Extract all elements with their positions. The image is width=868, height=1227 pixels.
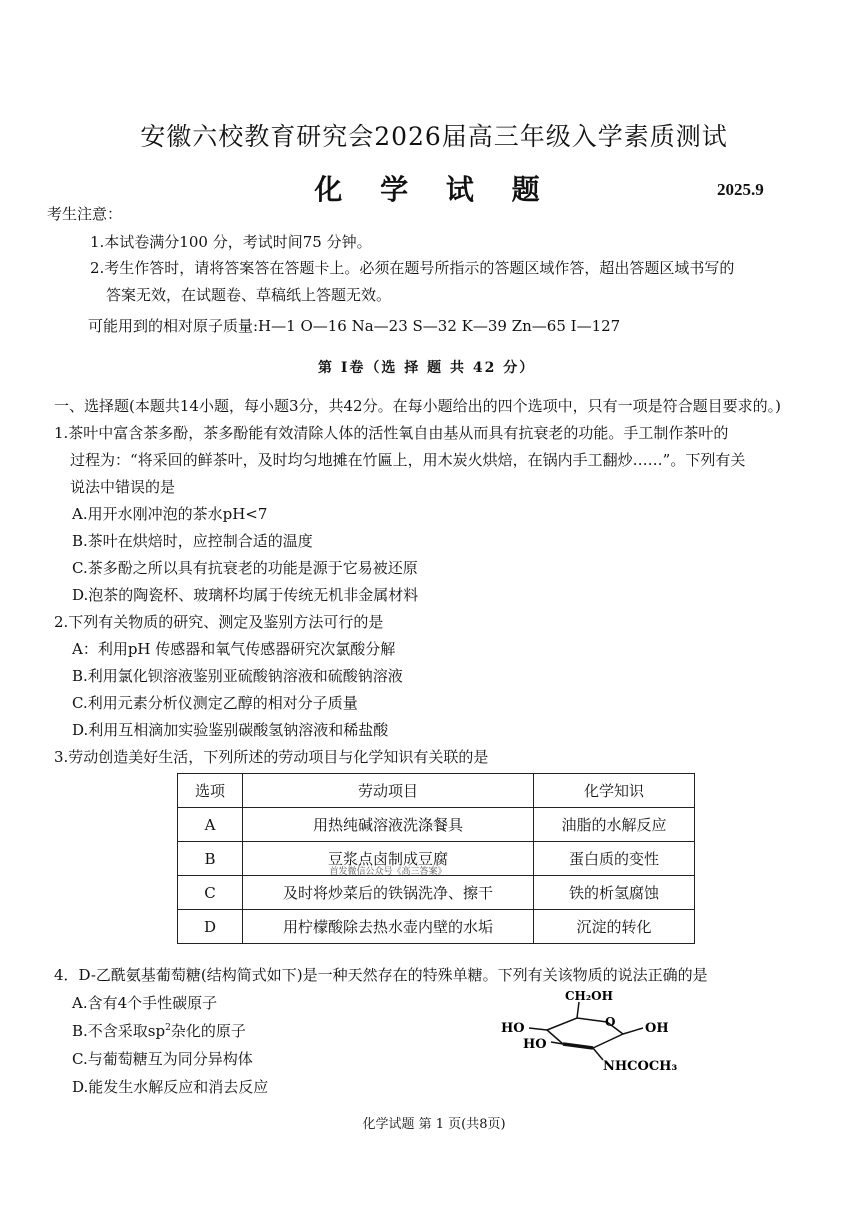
q1-option-c: C.茶多酚之所以具有抗衰老的功能是源于它易被还原 xyxy=(72,559,418,577)
table-cell: D xyxy=(178,910,243,944)
notice-item-1: 1.本试卷满分100 分，考试时间75 分钟。 xyxy=(90,233,372,251)
table-header-cell: 劳动项目 xyxy=(243,774,534,808)
table-cell: 沉淀的转化 xyxy=(534,910,695,944)
q4-option-c: C.与葡萄糖互为同分异构体 xyxy=(72,1050,253,1068)
q3-table xyxy=(177,773,695,944)
q1-stem-line2: 过程为：“将采回的鲜茶叶，及时均匀地摊在竹匾上，用木炭火烘焙，在锅内手工翻炒……”。下列有关 xyxy=(70,451,746,469)
ring-oxygen-label: O xyxy=(605,1015,616,1029)
q1-option-b: B.茶叶在烘焙时，应控制合适的温度 xyxy=(72,532,313,550)
q1-option-d: D.泡茶的陶瓷杯、玻璃杯均属于传统无机非金属材料 xyxy=(72,586,419,604)
q4-option-b-sup: 2 xyxy=(165,1023,171,1033)
q2-stem: 2.下列有关物质的研究、测定及鉴别方法可行的是 xyxy=(54,613,384,631)
table-header-row xyxy=(178,774,695,808)
q4-option-b-pre: B.不含采取sp xyxy=(72,1022,166,1040)
q2-option-c: C.利用元素分析仪测定乙醇的相对分子质量 xyxy=(72,694,358,712)
table-cell: 用柠檬酸除去热水壶内壁的水垢 xyxy=(243,910,534,944)
notice-item-2-cont: 答案无效，在试题卷、草稿纸上答题无效。 xyxy=(106,286,392,304)
table-cell: 用热纯碱溶液洗涤餐具 xyxy=(243,808,534,842)
exam-date: 2025.9 xyxy=(717,180,764,199)
table-cell: 及时将炒菜后的铁锅洗净、擦干 xyxy=(243,876,534,910)
table-header-cell: 化学知识 xyxy=(534,774,695,808)
q1-option-a: A.用开水刚冲泡的茶水pH<7 xyxy=(72,505,268,523)
q4-option-a: A.含有4个手性碳原子 xyxy=(72,994,218,1012)
q4-option-b-post: 杂化的原子 xyxy=(170,1022,246,1040)
table-cell: 蛋白质的变性 xyxy=(534,842,695,876)
oh-label: OH xyxy=(645,1021,669,1036)
section-instructions: 一、选择题(本题共14小题，每小题3分，共42分。在每小题给出的四个选项中，只有一项是符合题目要求的。) xyxy=(54,397,781,415)
section-title: 第 Ⅰ卷（选 择 题 共 42 分） xyxy=(318,360,536,376)
q4-stem: 4．D-乙酰氨基葡萄糖(结构简式如下)是一种天然存在的特殊单糖。下列有关该物质的说法正确的是 xyxy=(54,966,708,984)
ho-top-label: HO xyxy=(501,1021,525,1036)
notice-heading: 考生注意： xyxy=(47,205,123,223)
subject-title: 化 学 试 题 xyxy=(314,173,554,206)
atomic-masses: 可能用到的相对原子质量:H—1 O—16 Na—23 S—32 K—39 Zn—65 I—127 xyxy=(88,317,621,335)
ho-bottom-label: HO xyxy=(523,1037,547,1052)
table-row xyxy=(178,808,695,842)
table-header-cell: 选项 xyxy=(178,774,243,808)
q1-stem-line1: 1.茶叶中富含茶多酚，茶多酚能有效清除人体的活性氧自由基从而具有抗衰老的功能。手工制作茶叶的 xyxy=(54,424,729,442)
exam-title: 安徽六校教育研究会2026届高三年级入学素质测试 xyxy=(140,122,728,151)
watermark: 首发微信公众号《高三答案》 xyxy=(329,867,447,877)
nhcoch3-label: NHCOCH₃ xyxy=(603,1059,678,1074)
q4-option-b xyxy=(72,1020,246,1041)
table-cell xyxy=(243,842,534,876)
q3-stem: 3.劳动创造美好生活，下列所述的劳动项目与化学知识有关联的是 xyxy=(54,748,489,766)
q2-option-b: B.利用氯化钡溶液鉴别亚硫酸钠溶液和硫酸钠溶液 xyxy=(72,667,403,685)
notice-item-2: 2.考生作答时，请将答案答在答题卡上。必须在题号所指示的答题区域作答，超出答题区域书写的 xyxy=(90,259,735,277)
q2-option-a: A：利用pH 传感器和氧气传感器研究次氯酸分解 xyxy=(72,640,396,658)
q4-option-d: D.能发生水解反应和消去反应 xyxy=(72,1078,269,1096)
table-cell: A xyxy=(178,808,243,842)
ch2oh-label: CH₂OH xyxy=(565,990,613,1003)
q2-option-d: D.利用互相滴加实验鉴别碳酸氢钠溶液和稀盐酸 xyxy=(72,721,389,739)
table-row xyxy=(178,842,695,876)
table-cell: B xyxy=(178,842,243,876)
table-cell-text: 豆浆点卤制成豆腐 xyxy=(327,850,448,868)
table-row xyxy=(178,910,695,944)
table-cell: C xyxy=(178,876,243,910)
table-cell: 铁的析氢腐蚀 xyxy=(534,876,695,910)
q1-stem-line3: 说法中错误的是 xyxy=(70,478,176,496)
table-cell: 油脂的水解反应 xyxy=(534,808,695,842)
table-row xyxy=(178,876,695,910)
page-footer: 化学试题 第 1 页(共8页) xyxy=(362,1117,506,1132)
glucosamine-structure xyxy=(495,990,695,1080)
